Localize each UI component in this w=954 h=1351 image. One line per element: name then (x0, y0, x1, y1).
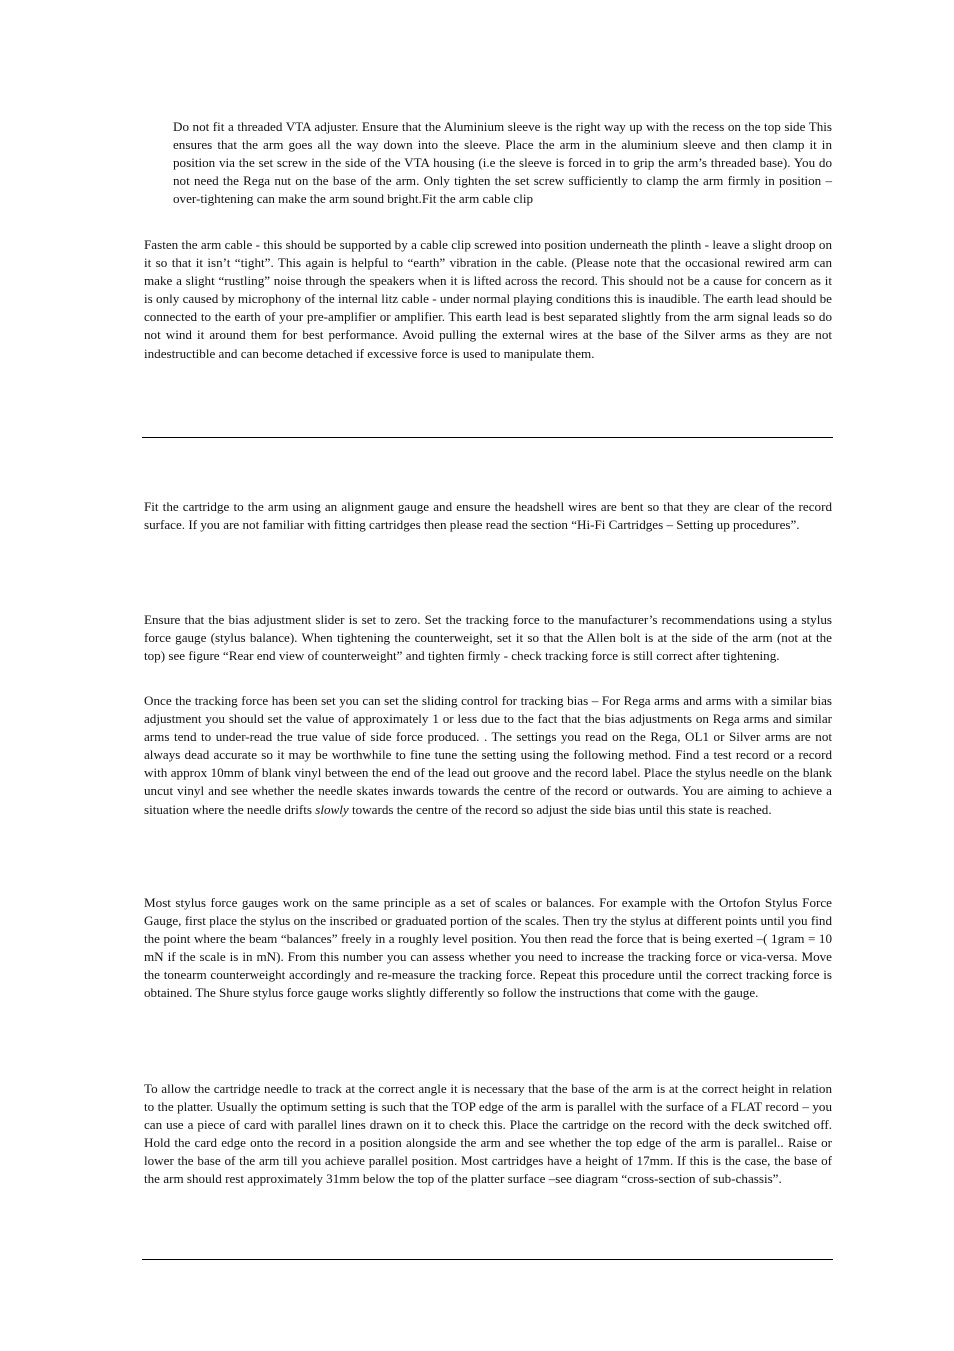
vta-adjuster-paragraph: Do not fit a threaded VTA adjuster. Ensure that the Aluminium sleeve is the right way up with the recess on the top side This ensures that the arm goes all the way down into the sleeve. Place the arm in the aluminium sleeve and then clamp it in position via the set screw in the side of the VTA housing (i.e the sleeve is forced in to grip the arm’s threaded base). You do not need the Rega nut on the base of the arm. Only tighten the set screw sufficiently to clamp the arm firmly in position – over-tightening can make the arm sound bright.Fit the arm cable clip (173, 119, 832, 207)
section-divider-bottom (142, 1259, 833, 1260)
tracking-bias-tail-text: towards the centre of the record so adjust the side bias until this state is reached. (348, 801, 772, 817)
fit-cartridge-paragraph: Fit the cartridge to the arm using an alignment gauge and ensure the headshell wires are bent so that they are clear of the record surface. If you are not familiar with fitting cartridges then please read the section “Hi-Fi Cartridges – Setting up procedures”. (144, 499, 832, 533)
bias-zero-paragraph: Ensure that the bias adjustment slider is set to zero. Set the tracking force to the manufacturer’s recommendations using a stylus force gauge (stylus balance). When tightening the counterweight, set it so that the Allen bolt is at the side of the arm (not at the top) see figure “Rear end view of counterweight” and tighten firmly - check tracking force is still correct after tightening. (144, 612, 832, 664)
tracking-bias-paragraph (144, 692, 832, 819)
tracking-bias-emphasis: slowly (315, 801, 349, 817)
tracking-bias-main-text: Once the tracking force has been set you can set the sliding control for tracking bias – For Rega arms and arms with a similar bias adjustment you should set the value of approximately 1 or less due to the fact that the bias adjustments on Rega arms and similar arms tend to under-read the true value of side force produced. . The settings you read on the Rega, OL1 or Silver arms are not always dead accurate so it may be worthwhile to fine tune the setting using the following method. Find a test record or a record with approx 10mm of blank vinyl between the end of the lead out groove and the record label. Place the stylus needle on the blank uncut vinyl and see whether the needle skates inwards towards the centre of the record or outwards. You are aiming to achieve a situation where the needle drifts (144, 693, 832, 817)
force-gauges-paragraph: Most stylus force gauges work on the same principle as a set of scales or balances. For example with the Ortofon Stylus Force Gauge, first place the stylus on the inscribed or graduated portion of the scales. Then try the stylus at different points until you find the point where the beam “balances” freely in a roughly level position. You then read the force that is being exerted –( 1gram = 10 mN if the scale is in mN). From this number you can assess whether you need to increase the tracking force or vica-versa. Move the tonearm counterweight accordingly and re-measure the tracking force. Repeat this procedure until the correct tracking force is obtained. The Shure stylus force gauge works slightly differently so follow the instructions that come with the gauge. (144, 895, 832, 1001)
section-divider-top (142, 437, 833, 438)
arm-height-paragraph: To allow the cartridge needle to track at the correct angle it is necessary that the base of the arm is at the correct height in relation to the platter. Usually the optimum setting is such that the TOP edge of the arm is parallel with the surface of a FLAT record – you can use a piece of card with parallel lines drawn on it to check this. Place the cartridge on the record with the deck switched off. Hold the card edge onto the record in a position alongside the arm and see whether the top edge of the arm is parallel.. Raise or lower the base of the arm till you achieve parallel position. Most cartridges have a height of 17mm. If this is the case, the base of the arm should rest approximately 31mm below the top of the platter surface –see diagram “cross-section of sub-chassis”. (144, 1081, 832, 1187)
arm-cable-paragraph: Fasten the arm cable - this should be supported by a cable clip screwed into position underneath the plinth - leave a slight droop on it so that it isn’t “tight”. This again is helpful to “earth” vibration in the cable. (Please note that the occasional rewired arm can make a slight “rustling” noise through the speakers when it is lifted across the record. This should not be a cause for concern as it is only caused by microphony of the internal litz cable - under normal playing conditions this is inaudible. The earth lead should be connected to the earth of your pre-amplifier or amplifier. This earth lead is best separated slightly from the arm signal leads so do not wind it around them for best performance. Avoid pulling the external wires at the base of the Silver arms as they are not indestructible and can become detached if excessive force is used to manipulate them. (144, 237, 832, 361)
